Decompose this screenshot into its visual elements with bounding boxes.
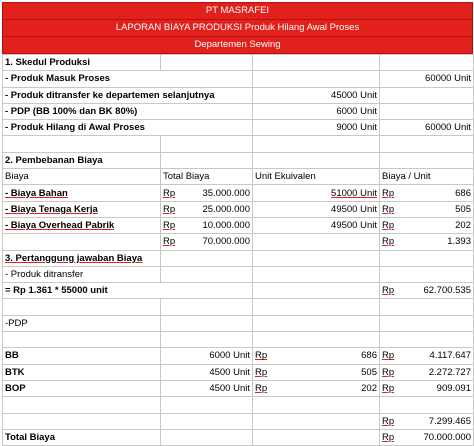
table-row <box>3 364 474 380</box>
cell[interactable] <box>253 136 380 152</box>
pembebanan-heading[interactable]: 2. Pembebanan Biaya <box>3 152 161 168</box>
col-header-ekuivalen[interactable]: Unit Ekuivalen <box>253 169 380 185</box>
grand-total-value[interactable]: Rp 70.000.000 <box>380 429 474 445</box>
pdp-row-label[interactable]: BB <box>3 348 161 364</box>
cost-unit[interactable]: 49500 Unit <box>253 201 380 217</box>
cell[interactable] <box>3 332 161 348</box>
cell[interactable] <box>253 283 380 299</box>
spreadsheet <box>2 2 473 446</box>
cell[interactable] <box>380 250 474 266</box>
table-row <box>3 201 474 217</box>
column-header-row <box>3 169 474 185</box>
cell[interactable] <box>253 413 380 429</box>
cell[interactable] <box>161 55 253 71</box>
skedul-mid[interactable]: 6000 Unit <box>253 103 380 119</box>
table-row <box>3 380 474 396</box>
cost-unit[interactable]: 51000 Unit <box>253 185 380 201</box>
company-header[interactable]: PT MASRAFEI <box>2 2 473 19</box>
cell[interactable] <box>253 429 380 445</box>
pdp-label[interactable]: -PDP <box>3 315 161 331</box>
skedul-mid[interactable]: 9000 Unit <box>253 120 380 136</box>
skedul-right[interactable]: 60000 Unit <box>380 71 474 87</box>
cost-label[interactable]: - Biaya Tenaga Kerja <box>3 201 161 217</box>
transfer-value[interactable]: Rp 62.700.535 <box>380 283 474 299</box>
cell[interactable] <box>161 413 253 429</box>
pdp-row-value[interactable]: Rp 4.117.647 <box>380 348 474 364</box>
cell[interactable] <box>3 136 161 152</box>
cost-per-unit[interactable]: Rp 505 <box>380 201 474 217</box>
cost-label[interactable]: - Biaya Bahan <box>3 185 161 201</box>
skedul-mid[interactable]: 45000 Unit <box>253 87 380 103</box>
cell[interactable] <box>161 429 253 445</box>
cell[interactable] <box>3 299 161 315</box>
cell[interactable] <box>161 250 253 266</box>
skedul-right[interactable] <box>380 87 474 103</box>
col-header-per-unit[interactable]: Biaya / Unit <box>380 169 474 185</box>
table-row <box>3 120 474 136</box>
department-header[interactable]: Departemen Sewing <box>2 36 473 54</box>
table-row <box>3 348 474 364</box>
cell[interactable] <box>161 136 253 152</box>
cost-per-unit-sum[interactable]: Rp 1.393 <box>380 234 474 250</box>
cost-per-unit[interactable]: Rp 202 <box>380 217 474 233</box>
cell[interactable] <box>380 397 474 413</box>
cell[interactable] <box>253 332 380 348</box>
cell[interactable] <box>380 299 474 315</box>
col-header-biaya[interactable]: Biaya <box>3 169 161 185</box>
cell[interactable] <box>380 136 474 152</box>
skedul-label[interactable]: - Produk Hilang di Awal Proses <box>3 120 253 136</box>
cell[interactable] <box>380 152 474 168</box>
pertanggungjawaban-heading[interactable]: 3. Pertanggung jawaban Biaya <box>3 250 161 266</box>
pdp-row-unit[interactable]: 4500 Unit <box>161 364 253 380</box>
cell[interactable] <box>161 332 253 348</box>
cell[interactable] <box>253 234 380 250</box>
pdp-row-label[interactable]: BTK <box>3 364 161 380</box>
cell[interactable] <box>253 152 380 168</box>
skedul-label[interactable]: - PDP (BB 100% dan BK 80%) <box>3 103 253 119</box>
cell[interactable] <box>253 266 380 282</box>
col-header-total[interactable]: Total Biaya <box>161 169 253 185</box>
cost-total[interactable]: Rp 10.000.000 <box>161 217 253 233</box>
cost-label[interactable]: - Biaya Overhead Pabrik <box>3 217 161 233</box>
table-row <box>3 234 474 250</box>
skedul-right[interactable]: 60000 Unit <box>380 120 474 136</box>
cost-total[interactable]: Rp 35.000.000 <box>161 185 253 201</box>
cell[interactable] <box>253 315 380 331</box>
skedul-right[interactable] <box>380 103 474 119</box>
cell[interactable] <box>3 234 161 250</box>
pdp-total[interactable]: Rp 7.299.465 <box>380 413 474 429</box>
table-row <box>3 185 474 201</box>
table-row <box>3 87 474 103</box>
pdp-row-value[interactable]: Rp 2.272.727 <box>380 364 474 380</box>
cost-total[interactable]: Rp 25.000.000 <box>161 201 253 217</box>
pdp-row-label[interactable]: BOP <box>3 380 161 396</box>
cell[interactable] <box>253 397 380 413</box>
cell[interactable] <box>380 266 474 282</box>
transfer-calc-label[interactable]: = Rp 1.361 * 55000 unit <box>3 283 253 299</box>
pdp-row-unit[interactable]: 4500 Unit <box>161 380 253 396</box>
table-row <box>3 71 474 87</box>
cell[interactable] <box>380 315 474 331</box>
cell[interactable] <box>253 250 380 266</box>
cell[interactable] <box>3 397 161 413</box>
table-row <box>3 217 474 233</box>
skedul-heading[interactable]: 1. Skedul Produksi <box>3 55 161 71</box>
report-title-header[interactable]: LAPORAN BIAYA PRODUKSI Produk Hilang Awal Proses <box>2 19 473 36</box>
cost-per-unit[interactable]: Rp 686 <box>380 185 474 201</box>
cost-unit[interactable]: 49500 Unit <box>253 217 380 233</box>
cell[interactable] <box>161 397 253 413</box>
cost-total-sum[interactable]: Rp 70.000.000 <box>161 234 253 250</box>
pdp-row-value[interactable]: Rp 909.091 <box>380 380 474 396</box>
pdp-row-rate[interactable]: Rp 505 <box>253 364 380 380</box>
pdp-row-rate[interactable]: Rp 202 <box>253 380 380 396</box>
skedul-label[interactable]: - Produk ditransfer ke departemen selanjutnya <box>3 87 253 103</box>
cell[interactable] <box>380 332 474 348</box>
cell[interactable] <box>3 413 161 429</box>
cell[interactable] <box>380 55 474 71</box>
cell[interactable] <box>161 152 253 168</box>
cell[interactable] <box>161 299 253 315</box>
transfer-label[interactable]: - Produk ditransfer <box>3 266 161 282</box>
skedul-mid[interactable] <box>253 71 380 87</box>
pdp-row-rate[interactable]: Rp 686 <box>253 348 380 364</box>
cell[interactable] <box>253 55 380 71</box>
table-row <box>3 103 474 119</box>
cell[interactable] <box>253 299 380 315</box>
cell[interactable] <box>161 266 253 282</box>
skedul-label[interactable]: - Produk Masuk Proses <box>3 71 253 87</box>
report-table <box>2 54 474 446</box>
pdp-row-unit[interactable]: 6000 Unit <box>161 348 253 364</box>
grand-total-label[interactable]: Total Biaya <box>3 429 161 445</box>
cell[interactable] <box>161 315 253 331</box>
